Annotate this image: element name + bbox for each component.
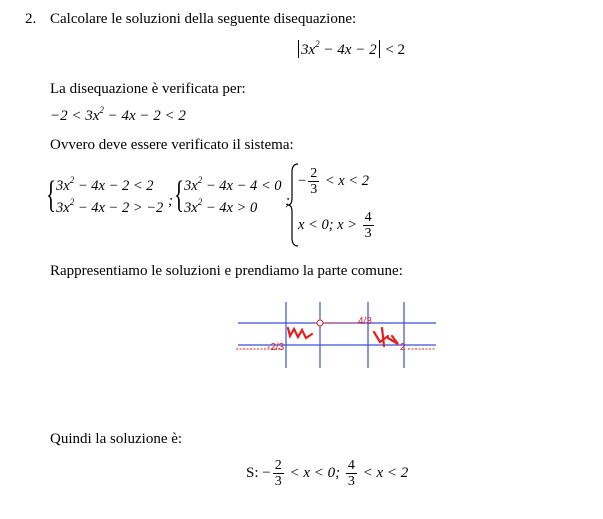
system-3 [288, 162, 408, 252]
system-1-line-1: $3x^2 - 4x - 2 < 2$ [56, 175, 154, 194]
abs-bar-right [379, 40, 380, 58]
diagram-lines [232, 300, 442, 370]
system-2-line-1: $3x^2 - 4x - 4 < 0$ [184, 175, 282, 194]
main-inequality [296, 40, 405, 59]
brace: { [46, 174, 57, 216]
brace: { [174, 174, 185, 216]
system-2-line-2: $3x^2 - 4x > 0$ [184, 197, 258, 216]
label-two: 2 [400, 342, 406, 353]
step1-lhs: −2 < 3x [50, 108, 100, 124]
conclusion-text: Quindi la soluzione è: [50, 431, 183, 447]
label-minus-two-thirds: -2/3 [267, 342, 285, 353]
step1-text: La disequazione è verificata per: [50, 81, 246, 97]
ineq-term: 3x [301, 42, 316, 58]
system-3-line-2: x < 0; x > $\frac{4}{3}$ [298, 210, 372, 241]
ineq-exp: 2 [315, 39, 320, 49]
step2-text: Ovvero deve essere verificato il sistema: [50, 137, 294, 153]
problem-statement: Calcolare le soluzioni della seguente disequazione: [50, 11, 357, 27]
system-2 [174, 174, 294, 224]
sign-diagram [232, 300, 442, 370]
system-separator: ; [168, 193, 173, 209]
system-separator: ; [285, 193, 290, 209]
system-3-line-1: − $\frac{2}{3}$ < x < 2 [298, 166, 369, 197]
step1-exp: 2 [99, 105, 104, 115]
ineq-rhs: < 2 [381, 42, 406, 58]
final-solution: S: − $\frac{2}{3}$ < x < 0; $\frac{4}{3}$ < x < 2 [246, 458, 409, 489]
ineq-term-rest: − 4x − 2 [319, 42, 377, 58]
system-1 [46, 174, 176, 224]
step1-rhs: − 4x − 2 < 2 [103, 108, 186, 124]
label-four-thirds: 4/3 [358, 316, 372, 327]
step1-formula [50, 105, 186, 125]
problem-number: 2. [25, 11, 37, 27]
system-1-line-2: $3x^2 - 4x - 2 > -2$ [56, 197, 164, 216]
abs-bar-left [298, 40, 299, 58]
step3-text: Rappresentiamo le soluzioni e prendiamo la parte comune: [50, 263, 403, 279]
